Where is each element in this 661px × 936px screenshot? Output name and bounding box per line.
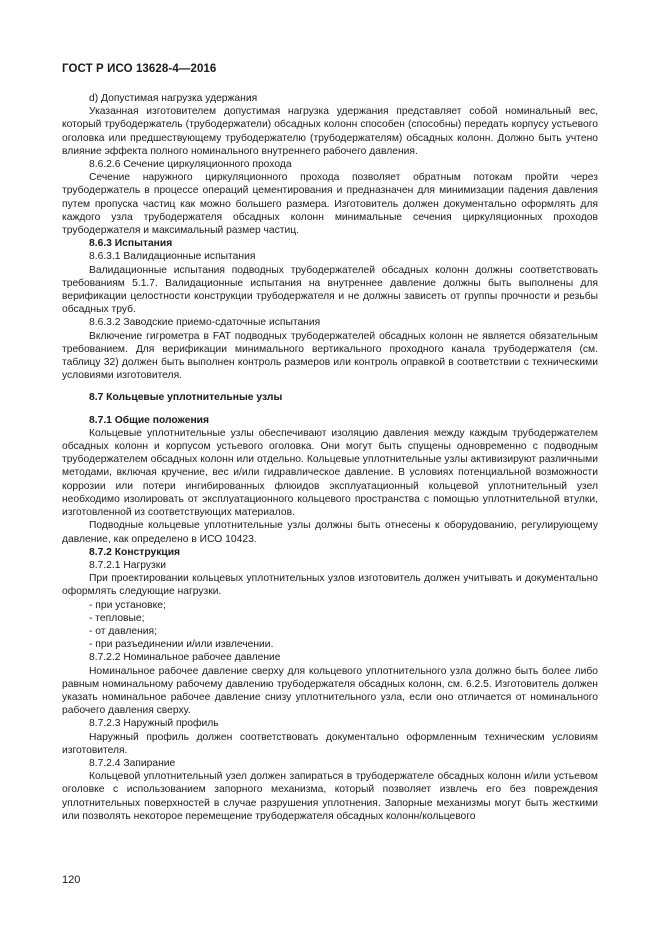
paragraph: Подводные кольцевые уплотнительные узлы должны быть отнесены к оборудованию, регулирующему давление, как определено в ИСО 10423. — [62, 520, 598, 545]
paragraph: 8.6.3.2 Заводские приемо-сдаточные испытания — [89, 317, 321, 329]
document-body — [62, 92, 598, 823]
paragraph: Включение гигрометра в FAT подводных трубодержателей обсадных колонн не является обязательным требованием. Для верификации минимального вертикального проходного канала трубодержателя (см. таблицу 32) должен быть выполнен контроль размеров или контроль оправкой в соответствии с техническими условиями изготовителя. — [62, 330, 598, 382]
paragraph: d) Допустимая нагрузка удержания — [89, 93, 258, 104]
paragraph: Номинальное рабочее давление сверху для кольцевого уплотнительного узла должно быть более либо равным номинальному рабочему давлению трубодержателя обсадных колонн, см. 6.2.5. Изготовитель должен указать номинальное рабочее давление снизу уплотнительного узла, если оно отличается от номинального рабочего давления сверху. — [62, 665, 598, 717]
paragraph: - при установке; — [89, 599, 166, 611]
paragraph: Сечение наружного циркуляционного прохода позволяет обратным потокам пройти через трубодержатель в процессе операций цементирования и предназначен для минимизации падения давления путем пропуска частиц как можно большего размера. Изготовитель должен документально оформлять для каждого узла трубодержателя обсадных колонн минимальные сечения циркуляционных проходов трубодержателя и максимальный размер частиц. — [62, 172, 598, 237]
paragraph: - тепловые; — [89, 612, 145, 624]
paragraph: Кольцевой уплотнительный узел должен запираться в трубодержателе обсадных колонн и/или устьевом оголовке с использованием запорного механизма, который позволяет извлечь его без повреждения уплотнительных поверхностей в случае разрушения уплотнения. Запорные механизмы могут быть жесткими или позволять некоторое перемещение трубодержателя обсадных колонн/кольцевого — [62, 771, 598, 822]
paragraph: 8.6.2.6 Сечение циркуляционного прохода — [89, 159, 292, 171]
document-header: ГОСТ Р ИСО 13628-4—2016 — [62, 63, 217, 75]
section-heading: 8.6.3 Испытания — [89, 238, 173, 250]
paragraph: 8.7.2.3 Наружный профиль — [89, 718, 219, 730]
paragraph: 8.7.2.1 Нагрузки — [89, 559, 167, 571]
paragraph: Валидационные испытания подводных трубодержателей обсадных колонн должны соответствовать требованиям 5.1.7. Валидационные испытания на внутреннее давление должны быть выполнены для верификации целостности конструкции трубодержателя и не должны зависеть от группы прочности и резьбы обсадных труб. — [62, 264, 598, 316]
section-heading: 8.7.2 Конструкция — [89, 546, 181, 558]
paragraph: Наружный профиль должен соответствовать документально оформленным техническим условиям изготовителя. — [62, 731, 598, 756]
section-heading: 8.7 Кольцевые уплотнительные узлы — [89, 392, 283, 404]
paragraph: Кольцевые уплотнительные узлы обеспечивают изоляцию давления между каждым трубодержателем обсадных колонн и корпусом устьевого оголовка. Они могут быть спущены одновременно с подводным трубодержателем обсадных колонн или отдельно. Кольцевые уплотнительные узлы активизируют различными методами, включая кручение, вес и/или гидравлическое давление. В условиях потенциальной возможности коррозии или потери ингибированных флюидов эксплуатационный кольцевой уплотнительный узел необходимо изолировать от эксплуатационного кольцевого пространства с помощью уплотнительной втулки, изготовленной из соответствующих материалов. — [62, 427, 598, 519]
page-number: 120 — [62, 874, 81, 886]
paragraph: - при разъединении и/или извлечении. — [89, 639, 274, 651]
paragraph: 8.7.2.4 Запирание — [89, 757, 176, 769]
paragraph: 8.6.3.1 Валидационные испытания — [89, 251, 256, 263]
paragraph: Указанная изготовителем допустимая нагрузка удержания представляет собой номинальный вес, который трубодержатель (трубодержатели) обсадных колонн способен (способны) передать корпусу устьевого оголовка или предшествующему трубодержателю (трубодержателям) обсадных колонн. Должно быть учтено влияние эффекта полного номинального внутреннего рабочего давления. — [62, 106, 598, 157]
section-heading: 8.7.1 Общие положения — [89, 414, 209, 426]
paragraph: 8.7.2.2 Номинальное рабочее давление — [89, 652, 281, 664]
paragraph: - от давления; — [89, 625, 157, 637]
paragraph: При проектировании кольцевых уплотнительных узлов изготовитель должен учитывать и документально оформлять следующие нагрузки. — [62, 573, 598, 598]
